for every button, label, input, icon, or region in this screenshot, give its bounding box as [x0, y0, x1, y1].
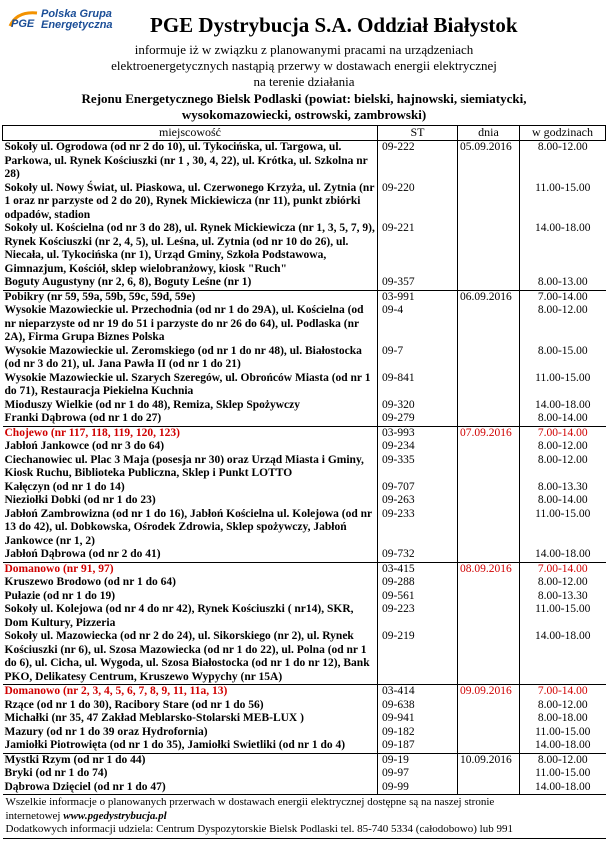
- location-cell: Nieziołki Dobki (od nr 1 do 23): [3, 494, 378, 508]
- location-cell: Sokoły ul. Mazowiecka (od nr 2 do 24), ul. Sikorskiego (nr 2), ul. Rynek Kościuszki (nr 6), ul. Szosa Mazowiecka (od nr 1 do 22), ul. Polna (od nr 1 do 6), ul. Cicha, ul. Wygoda, ul. Szosa Białostocka (od nr 1 do nr 12), Bank PKO, Delikatesy Centrum, Kruszewo Wypychy (nr 15A): [3, 630, 378, 685]
- location-cell: Domanowo (nr 91, 97): [3, 562, 378, 576]
- date-cell: [458, 454, 520, 481]
- location-cell: Sokoły ul. Kościelna (od nr 3 do 28), ul. Rynek Mickiewicza (nr 1, 3, 5, 7, 9), Rynek Kościuszki (nr 2, 4, 5), ul. Leśna, ul. Zytnia (od nr 10 do 26), ul. Niecała, ul. Tykocińska (nr 1), Urząd Gminy, Szkoła Podstawowa, Gimnazjum, Kościół, sklep wielobranżowy, kiosk "Ruch": [3, 222, 378, 276]
- location-cell: Dąbrowa Dzięciel (od nr 1 do 47): [3, 781, 378, 795]
- location-cell: Wysokie Mazowieckie ul. Zeromskiego (od nr 1 do nr 48), ul. Białostocka (od nr 3 do 21), ul. Jana Pawła II (od nr 1 do 21): [3, 345, 378, 372]
- table-row: [3, 372, 606, 399]
- hours-cell: 8.00-12.00: [537, 440, 588, 452]
- table-row: [3, 440, 606, 454]
- table-row: [3, 548, 606, 562]
- hours-cell: 8.00-12.00: [537, 304, 588, 316]
- page-title: PGE Dystrybucja S.A. Oddział Białystok: [150, 13, 518, 37]
- st-cell: 09-941: [378, 712, 458, 726]
- footer-line-1: Wszelkie informacje o planowanych przerwach w dostawach energii elektrycznej dostępne są na naszej stronie: [5, 796, 495, 808]
- logo-line-1: Polska Grupa: [41, 8, 112, 20]
- region-info: [0, 91, 608, 123]
- date-cell: [458, 440, 520, 454]
- hours-cell: 11.00-15.00: [535, 725, 591, 738]
- header-location: miejscowość: [3, 126, 378, 141]
- table-header-row: [3, 126, 606, 141]
- date-cell: [458, 781, 520, 795]
- table-row: [3, 508, 606, 549]
- date-cell: [458, 630, 520, 685]
- st-cell: 09-223: [378, 603, 458, 630]
- hours-cell: 11.00-15.00: [535, 371, 591, 384]
- subtitle-line-3: na terenie działania: [253, 74, 355, 89]
- pge-logo: [7, 9, 112, 39]
- date-cell: [458, 345, 520, 372]
- hours-cell: 14.00-18.00: [534, 548, 591, 560]
- location-cell: Jabłoń Zambrowizna (od nr 1 do 16), Jabłoń Kościelna ul. Kolejowa (od nr 13 do 42), ul. Dobkowska, Ośrodek Zdrowia, Sklep spożywczy, Jabłoń Jankowce (nr 1, 2): [3, 508, 378, 549]
- hours-cell: 8.00-12.00: [520, 141, 606, 182]
- hours-cell: 8.00-12.00: [537, 453, 588, 466]
- date-cell: 10.09.2016: [458, 753, 520, 767]
- subtitle-line-2: elektroenergetycznych nastąpią przerwy w dostawach energii elektrycznej: [111, 58, 497, 73]
- hours-cell: 7.00-14.00: [520, 290, 606, 304]
- table-row: [3, 781, 606, 795]
- st-cell: 09-320: [378, 399, 458, 413]
- date-cell: 09.09.2016: [458, 685, 520, 699]
- hours-cell: 14.00-18.00: [534, 630, 591, 642]
- outage-table: [2, 125, 606, 839]
- table-row: [3, 399, 606, 413]
- st-cell: 09-222: [378, 141, 458, 182]
- region-line-1: Rejonu Energetycznego Bielsk Podlaski (powiat: bielski, hajnowski, siemiatycki,: [81, 91, 527, 106]
- st-cell: 09-221: [378, 222, 458, 276]
- hours-cell: 14.00-18.00: [534, 398, 591, 411]
- hours-cell: 7.00-14.00: [520, 426, 606, 440]
- table-row: [3, 699, 606, 713]
- table-row: [3, 290, 606, 304]
- date-cell: [458, 372, 520, 399]
- hours-cell: 14.00-18.00: [534, 739, 591, 751]
- table-row: [3, 412, 606, 426]
- st-cell: 09-219: [378, 630, 458, 685]
- table-row: [3, 454, 606, 481]
- region-line-2: wysokomazowiecki, ostrowski, zambrowski): [181, 107, 427, 122]
- hours-cell: 8.00-14.00: [537, 412, 588, 424]
- hours-cell: 14.00-18.00: [534, 222, 591, 234]
- location-cell: Pułazie (od nr 1 do 19): [3, 590, 378, 604]
- st-cell: 03-415: [378, 562, 458, 576]
- hours-cell: 14.00-18.00: [534, 780, 591, 793]
- logo-pge-text: PGE: [11, 18, 35, 30]
- table-row: [3, 576, 606, 590]
- date-cell: [458, 590, 520, 604]
- hours-cell: 8.00-13.30: [537, 589, 588, 602]
- st-cell: 09-187: [378, 739, 458, 753]
- logo-company-name: [41, 9, 113, 31]
- table-row: [3, 481, 606, 495]
- hours-cell: 11.00-15.00: [535, 767, 591, 779]
- date-cell: [458, 276, 520, 290]
- st-cell: 09-732: [378, 548, 458, 562]
- table-row: [3, 685, 606, 699]
- date-cell: [458, 494, 520, 508]
- st-cell: 09-234: [378, 440, 458, 454]
- date-cell: [458, 576, 520, 590]
- st-cell: 09-7: [378, 345, 458, 372]
- location-cell: Pobikry (nr 59, 59a, 59b, 59c, 59d, 59e): [3, 290, 378, 304]
- date-cell: [458, 726, 520, 740]
- hours-cell: 8.00-13.00: [537, 276, 588, 288]
- table-row: [3, 712, 606, 726]
- table-row: [3, 603, 606, 630]
- st-cell: 09-279: [378, 412, 458, 426]
- st-cell: 03-414: [378, 685, 458, 699]
- location-cell: Franki Dąbrowa (od nr 1 do 27): [3, 412, 378, 426]
- hours-cell: 8.00-12.00: [537, 698, 588, 711]
- date-cell: [458, 182, 520, 223]
- location-cell: Rzące (od nr 1 do 30), Racibory Stare (od nr 1 do 56): [3, 699, 378, 713]
- st-cell: 09-233: [378, 508, 458, 549]
- location-cell: Sokoły ul. Kolejowa (od nr 4 do nr 42), Rynek Kościuszki ( nr14), SKR, Dom Kultury, Pizzeria: [3, 603, 378, 630]
- location-cell: Mazury (od nr 1 do 39 oraz Hydrofornia): [3, 726, 378, 740]
- footer-cell: [3, 795, 606, 839]
- st-cell: 09-99: [378, 781, 458, 795]
- footer-row: [3, 795, 606, 839]
- hours-cell: 8.00-13.30: [537, 480, 588, 493]
- hours-cell: 11.00-15.00: [535, 181, 591, 194]
- date-cell: [458, 767, 520, 781]
- header: [0, 0, 608, 122]
- date-cell: [458, 481, 520, 495]
- st-cell: 09-19: [378, 753, 458, 767]
- st-cell: 09-357: [378, 276, 458, 290]
- st-cell: 09-841: [378, 372, 458, 399]
- table-row: [3, 590, 606, 604]
- table-row: [3, 426, 606, 440]
- st-cell: 09-561: [378, 590, 458, 604]
- website-link[interactable]: www.pgedystrybucja.pl: [63, 809, 167, 822]
- hours-cell: 7.00-14.00: [520, 562, 606, 576]
- location-cell: Mioduszy Wielkie (od nr 1 do 48), Remiza, Sklep Spożywczy: [3, 399, 378, 413]
- table-row: [3, 304, 606, 345]
- table-row: [3, 767, 606, 781]
- st-cell: 09-263: [378, 494, 458, 508]
- location-cell: Sokoły ul. Ogrodowa (od nr 2 do 10), ul. Tykocińska, ul. Targowa, ul. Parkowa, ul. Rynek Kościuszki (nr 1 , 30, 4, 22), ul. Krótka, ul. Szkolna nr 28): [3, 141, 378, 182]
- date-cell: [458, 739, 520, 753]
- location-cell: Michałki (nr 35, 47 Zakład Meblarsko-Stolarski MEB-LUX ): [3, 712, 378, 726]
- location-cell: Jamiołki Piotrowięta (od nr 1 do 35), Jamiołki Swietliki (od nr 1 do 4): [3, 739, 378, 753]
- table-row: [3, 276, 606, 290]
- location-cell: Kruszewo Brodowo (od nr 1 do 64): [3, 576, 378, 590]
- hours-cell: 8.00-15.00: [537, 344, 588, 357]
- st-cell: 09-335: [378, 454, 458, 481]
- location-cell: Wysokie Mazowieckie ul. Przechodnia (od nr 1 do 29A), ul. Kościelna (od nr nieparzyste od nr 19 do 51 i parzyste do nr 26 do 64), ul. Podlaska (nr 2A), Firma Grupa Biznes Polska: [3, 304, 378, 345]
- table-row: [3, 726, 606, 740]
- table-row: [3, 345, 606, 372]
- st-cell: 09-97: [378, 767, 458, 781]
- hours-cell: 11.00-15.00: [535, 507, 591, 520]
- date-cell: 08.09.2016: [458, 562, 520, 576]
- st-cell: 03-991: [378, 290, 458, 304]
- location-cell: Mystki Rzym (od nr 1 do 44): [3, 753, 378, 767]
- location-cell: Jabłoń Dąbrowa (od nr 2 do 41): [3, 548, 378, 562]
- hours-cell: 8.00-12.00: [520, 753, 606, 767]
- st-cell: 03-993: [378, 426, 458, 440]
- date-cell: [458, 222, 520, 276]
- date-cell: 07.09.2016: [458, 426, 520, 440]
- table-row: [3, 222, 606, 276]
- hours-cell: 7.00-14.00: [520, 685, 606, 699]
- footer-line-2-prefix: internetowej: [5, 809, 64, 822]
- table-row: [3, 494, 606, 508]
- table-row: [3, 141, 606, 182]
- date-cell: 06.09.2016: [458, 290, 520, 304]
- date-cell: [458, 412, 520, 426]
- date-cell: [458, 399, 520, 413]
- logo-line-2: Energetyczna: [41, 19, 113, 31]
- st-cell: 09-707: [378, 481, 458, 495]
- hours-cell: 8.00-14.00: [537, 494, 588, 506]
- date-cell: 05.09.2016: [458, 141, 520, 182]
- date-cell: [458, 712, 520, 726]
- st-cell: 09-182: [378, 726, 458, 740]
- location-cell: Boguty Augustyny (nr 2, 6, 8), Boguty Leśne (nr 1): [3, 276, 378, 290]
- location-cell: Bryki (od nr 1 do 74): [3, 767, 378, 781]
- date-cell: [458, 508, 520, 549]
- st-cell: 09-220: [378, 182, 458, 223]
- table-row: [3, 753, 606, 767]
- header-hours: w godzinach: [520, 126, 606, 141]
- table-row: [3, 182, 606, 223]
- subtitle-line-1: informuje iż w związku z planowanymi pracami na urządzeniach: [134, 42, 474, 57]
- st-cell: 09-638: [378, 699, 458, 713]
- hours-cell: 11.00-15.00: [535, 603, 591, 615]
- date-cell: [458, 304, 520, 345]
- st-cell: 09-4: [378, 304, 458, 345]
- header-st: ST: [378, 126, 458, 141]
- location-cell: Chojewo (nr 117, 118, 119, 120, 123): [3, 426, 378, 440]
- table-row: [3, 739, 606, 753]
- table-row: [3, 562, 606, 576]
- header-date: dnia: [458, 126, 520, 141]
- footer-line-2: [6, 810, 603, 824]
- footer-line-3: Dodatkowych informacji udziela: Centrum Dyspozytorskie Bielsk Podlaski tel. 85-740 5334 (całodobowo) lub 991: [5, 823, 513, 835]
- hours-cell: 8.00-12.00: [537, 576, 588, 588]
- location-cell: Wysokie Mazowieckie ul. Szarych Szeregów, ul. Obrońców Miasta (od nr 1 do 71), Restauracja Piekielna Kuchnia: [3, 372, 378, 399]
- st-cell: 09-288: [378, 576, 458, 590]
- location-cell: Domanowo (nr 2, 3, 4, 5, 6, 7, 8, 9, 11, 11a, 13): [3, 685, 378, 699]
- table-row: [3, 630, 606, 685]
- hours-cell: 8.00-18.00: [537, 712, 588, 724]
- location-cell: Sokoły ul. Nowy Świat, ul. Piaskowa, ul. Czerwonego Krzyża, ul. Zytnia (nr 1 oraz nr parzyste od 2 do 20), Rynek Mickiewicza (nr 11), punkt zbiórki odpadów, stadion: [3, 182, 378, 223]
- location-cell: Kałęczyn (od nr 1 do 14): [3, 481, 378, 495]
- location-cell: Jabłoń Jankowce (od nr 3 do 64): [3, 440, 378, 454]
- location-cell: Ciechanowiec ul. Plac 3 Maja (posesja nr 30) oraz Urząd Miasta i Gminy, Kiosk Ruchu, Biblioteka Publiczna, Sklep i Punkt LOTTO: [3, 454, 378, 481]
- date-cell: [458, 603, 520, 630]
- date-cell: [458, 548, 520, 562]
- date-cell: [458, 699, 520, 713]
